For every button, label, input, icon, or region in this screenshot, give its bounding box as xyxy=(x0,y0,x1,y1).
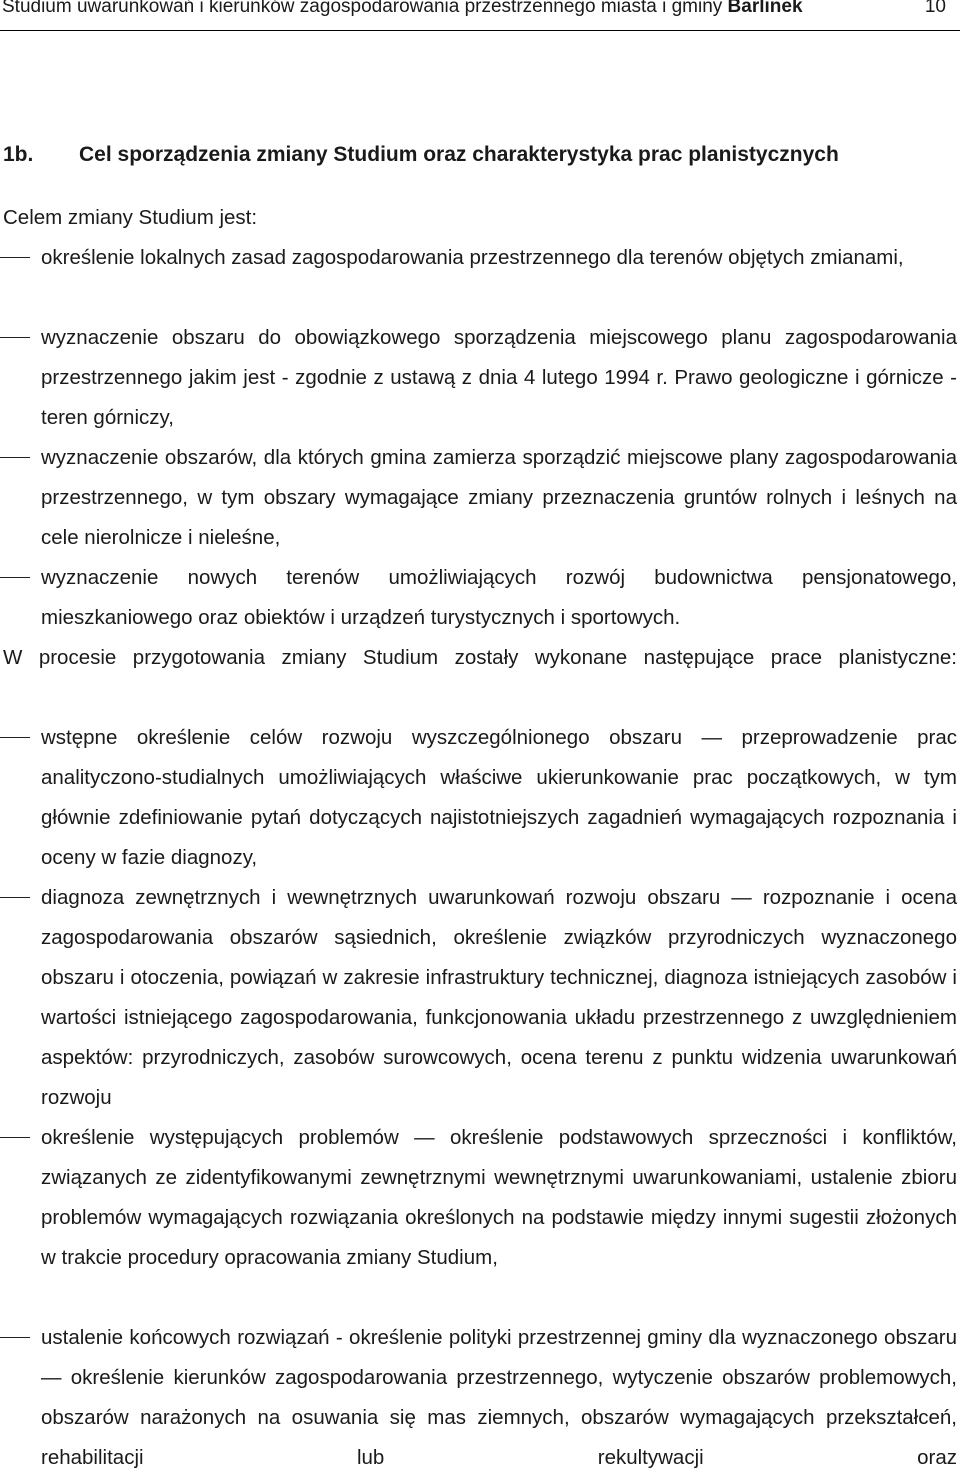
dash-bullet xyxy=(0,337,30,338)
dash-bullet xyxy=(0,897,30,898)
header-title-bold: Barlinek xyxy=(727,0,803,17)
dash-bullet xyxy=(0,577,30,578)
page-number: 10 xyxy=(924,0,946,17)
dash-bullet xyxy=(0,1337,30,1338)
goal-text: wyznaczenie obszaru do obowiązkowego sporządzenia miejscowego planu zagospodarowania przestrzennego jakim jest - zgodnie z ustawą z dnia 4 lutego 1994 r. Prawo geologiczne i górnicze - teren górniczy, xyxy=(41,326,957,429)
dash-bullet xyxy=(0,257,30,258)
section-title: Cel sporządzenia zmiany Studium oraz charakterystyka prac planistycznych xyxy=(79,143,839,166)
dash-bullet xyxy=(0,1137,30,1138)
goal-text: wyznaczenie obszarów, dla których gmina zamierza sporządzić miejscowe plany zagospodarowania przestrzennego, w tym obszary wymagające zmiany przeznaczenia gruntów rolnych i leśnych na cele nierolnicze i nieleśne, xyxy=(41,446,957,549)
intro-paragraph: Celem zmiany Studium jest: xyxy=(3,206,258,229)
goal-text: wyznaczenie nowych terenów umożliwiających rozwój budownictwa pensjonatowego, mieszkaniowego oraz obiektów i urządzeń turystycznych i sportowych. xyxy=(41,566,957,629)
work-text: diagnoza zewnętrznych i wewnętrznych uwarunkowań rozwoju obszaru — rozpoznanie i ocena zagospodarowania obszarów sąsiednich, określenie związków przyrodniczych wyznaczonego obszaru i otoczenia, powiązań w zakresie infrastruktury technicznej, diagnoza istniejących zasobów i wartości istniejącego zagospodarowania, funkcjonowania układu przestrzennego z uwzględnieniem aspektów: przyrodniczych, zasobów surowcowych, ocena terenu z punktu widzenia uwarunkowań rozwoju xyxy=(41,886,957,1109)
process-intro-paragraph: W procesie przygotowania zmiany Studium zostały wykonane następujące prace planistyczne: xyxy=(3,646,957,669)
header-title xyxy=(2,0,803,18)
work-text: ustalenie końcowych rozwiązań - określenie polityki przestrzennej gminy dla wyznaczonego obszaru — określenie kierunków zagospodarowania przestrzennego, wytyczenie obszarów problemowych, obszarów narażonych na osuwania się mas ziemnych, obszarów wymagających przekształceń, rehabilitacji lub rekultywacji oraz xyxy=(41,1326,957,1469)
dash-bullet xyxy=(0,737,30,738)
section-number: 1b. xyxy=(3,143,34,166)
header-title-text: Studium uwarunkowań i kierunków zagospodarowania przestrzennego miasta i gminy xyxy=(2,0,728,17)
goal-text: określenie lokalnych zasad zagospodarowania przestrzennego dla terenów objętych zmianami, xyxy=(41,246,904,269)
work-text: wstępne określenie celów rozwoju wyszczególnionego obszaru — przeprowadzenie prac analityczono-studialnych umożliwiających właściwe ukierunkowanie prac początkowych, w tym głównie zdefiniowanie pytań dotyczących najistotniejszych zagadnień wymagających rozpoznania i oceny w fazie diagnozy, xyxy=(41,726,957,869)
dash-bullet xyxy=(0,457,30,458)
page-header xyxy=(0,0,960,31)
work-text: określenie występujących problemów — określenie podstawowych sprzeczności i konfliktów, związanych ze zidentyfikowanymi zewnętrznymi wewnętrznymi uwarunkowaniami, ustalenie zbioru problemów wymagających rozwiązania określonych na podstawie między innymi sugestii złożonych w trakcie procedury opracowania zmiany Studium, xyxy=(41,1126,957,1269)
